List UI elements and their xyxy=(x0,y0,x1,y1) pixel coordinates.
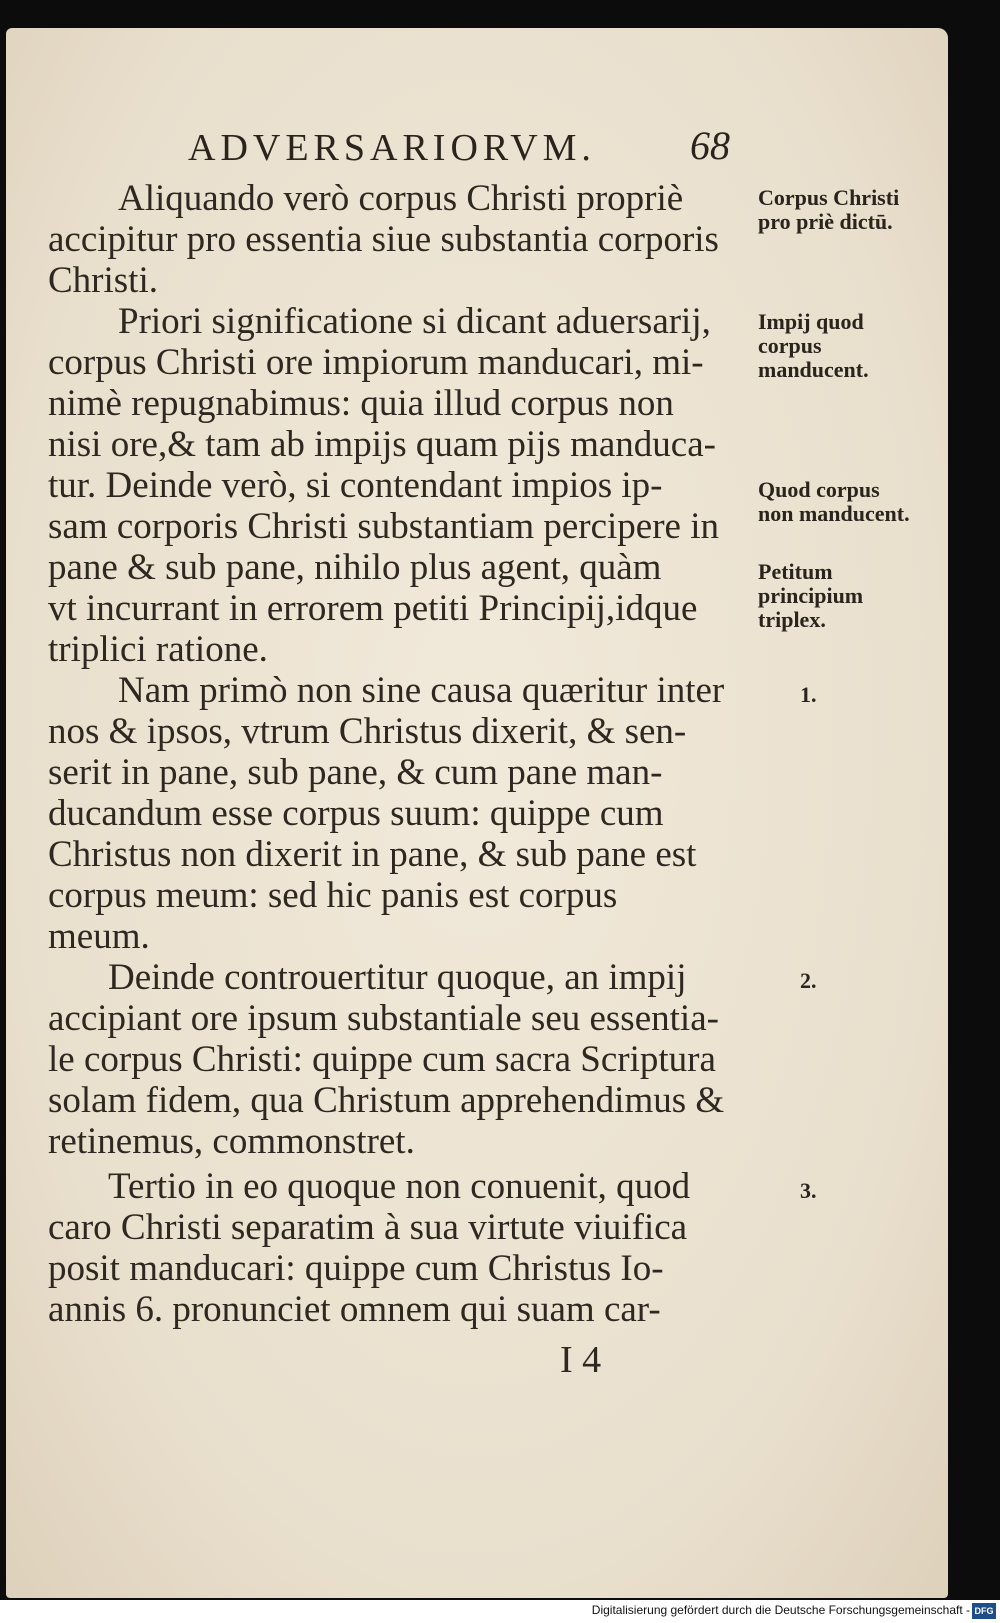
margin-note: Impij quod corpus manducent. xyxy=(758,309,869,382)
text-line: tur. Deinde verò, si contendant impios ip- xyxy=(48,465,663,506)
text-line: accipitur pro essentia siue substantia corporis xyxy=(48,219,719,260)
text-line: accipiant ore ipsum substantiale seu essentia- xyxy=(48,998,719,1039)
text-line: Priori significatione si dicant aduersarij, xyxy=(118,301,711,342)
running-title: ADVERSARIORVM. xyxy=(188,127,596,169)
text-line: pane & sub pane, nihilo plus agent, quàm xyxy=(48,547,662,588)
text-line: Aliquando verò corpus Christi propriè xyxy=(118,178,684,219)
margin-note: Quod corpus non manducent. xyxy=(758,477,910,526)
text-line: nimè repugnabimus: quia illud corpus non xyxy=(48,383,674,424)
text-line: vt incurrant in errorem petiti Principij,idque xyxy=(48,588,698,629)
page-number: 68 xyxy=(690,123,730,168)
running-header xyxy=(188,123,748,170)
text-line: Nam primò non sine causa quæritur inter xyxy=(118,670,725,711)
margin-note: Petitum principium triplex. xyxy=(758,559,864,632)
text-line: corpus Christi ore impiorum manducari, mi- xyxy=(48,342,704,383)
text-line: meum. xyxy=(48,916,150,957)
text-line: ducandum esse corpus suum: quippe cum xyxy=(48,793,664,834)
text-line: Deinde controuertitur quoque, an impij xyxy=(108,957,687,998)
text-line: solam fidem, qua Christum apprehendimus & xyxy=(48,1080,725,1121)
dfg-logo-icon: DFG xyxy=(972,1603,996,1619)
text-line: nisi ore,& tam ab impijs quam pijs manduca- xyxy=(48,424,716,465)
text-line: triplici ratione. xyxy=(48,629,268,670)
text-line: serit in pane, sub pane, & cum pane man- xyxy=(48,752,663,793)
funding-credit: Digitalisierung gefördert durch die Deutsche Forschungsgemeinschaft - xyxy=(591,1603,970,1617)
margin-number: 1. xyxy=(800,682,817,707)
text-line: annis 6. pronunciet omnem qui suam car- xyxy=(48,1289,661,1330)
text-line: nos & ipsos, vtrum Christus dixerit, & sen- xyxy=(48,711,687,752)
text-line: Christus non dixerit in pane, & sub pane est xyxy=(48,834,697,875)
margin-note: Corpus Christi pro priè dictū. xyxy=(758,185,900,234)
text-line: le corpus Christi: quippe cum sacra Scriptura xyxy=(48,1039,716,1080)
text-line: posit manducari: quippe cum Christus Io- xyxy=(48,1248,664,1289)
footer-bar xyxy=(0,1600,1000,1623)
text-line: sam corporis Christi substantiam percipere in xyxy=(48,506,719,547)
margin-number: 3. xyxy=(800,1178,817,1203)
text-line: caro Christi separatim à sua virtute viuifica xyxy=(48,1207,688,1248)
signature-mark: I 4 xyxy=(560,1339,602,1381)
text-line: retinemus, commonstret. xyxy=(48,1121,415,1162)
text-line: Tertio in eo quoque non conuenit, quod xyxy=(108,1166,691,1207)
margin-number: 2. xyxy=(800,968,817,993)
text-line: corpus meum: sed hic panis est corpus xyxy=(48,875,618,916)
text-line: Christi. xyxy=(48,260,158,301)
